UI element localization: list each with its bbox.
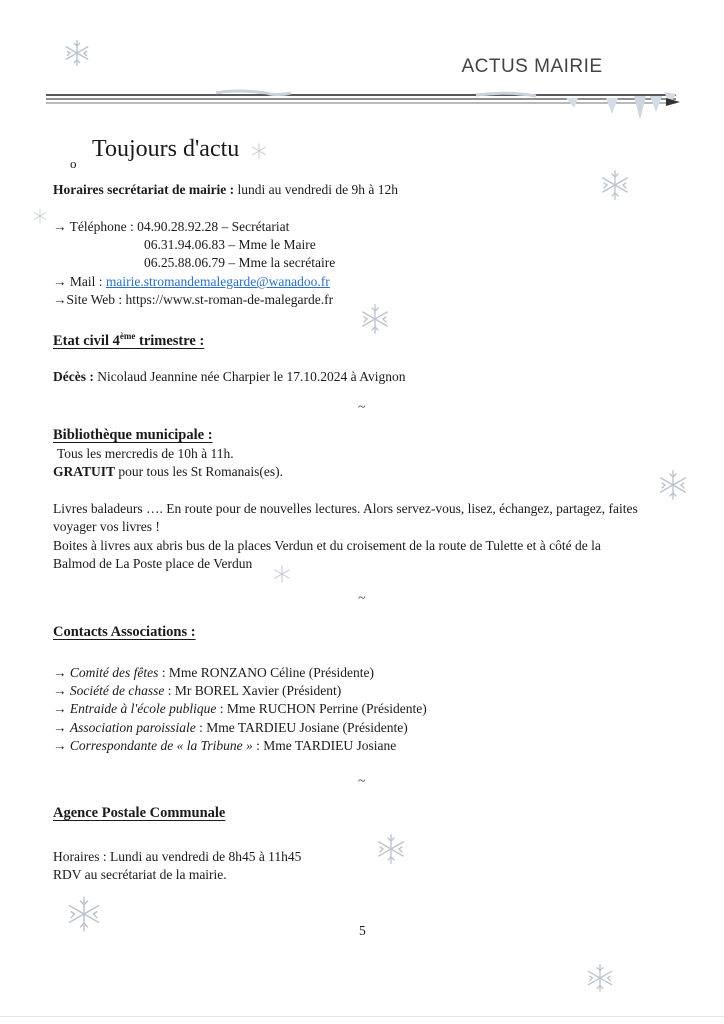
association-person: Mme RONZANO Céline (Présidente) bbox=[168, 665, 374, 680]
telephone-number-1: 04.90.28.92.28 – Secrétariat bbox=[137, 219, 290, 234]
association-separator: : bbox=[164, 683, 175, 698]
agence-heading: Agence Postale Communale bbox=[53, 805, 226, 821]
snowflake-icon bbox=[358, 302, 392, 336]
association-item bbox=[53, 700, 427, 718]
etat-civil-heading bbox=[53, 331, 204, 350]
association-separator: : bbox=[252, 738, 264, 753]
deces-line bbox=[53, 368, 406, 386]
association-item bbox=[53, 682, 341, 700]
gratuit-text: pour tous les St Romanais(es). bbox=[115, 464, 284, 479]
snowflake-icon bbox=[250, 142, 268, 160]
association-person: Mme TARDIEU Josiane bbox=[263, 738, 397, 753]
etat-civil-heading-suffix: trimestre : bbox=[135, 332, 205, 349]
association-item bbox=[53, 737, 396, 755]
snowflake-icon bbox=[598, 168, 632, 202]
snowflake-icon bbox=[656, 468, 690, 502]
boites-livres-line-2: Balmod de La Poste place de Verdun bbox=[53, 556, 253, 571]
mail-link[interactable]: mairie.stromandemalegarde@wanadoo.fr bbox=[105, 274, 330, 289]
mail-line bbox=[53, 273, 330, 291]
section-title: Toujours d'actu bbox=[92, 136, 240, 162]
agence-rdv: RDV au secrétariat de la mairie. bbox=[53, 867, 227, 882]
association-item bbox=[53, 664, 374, 682]
header bbox=[0, 56, 724, 78]
association-separator: : bbox=[216, 701, 227, 716]
gratuit-label: GRATUIT bbox=[53, 464, 116, 479]
association-name: Association paroissiale bbox=[69, 720, 196, 735]
website-line bbox=[53, 291, 333, 309]
telephone-number-3: 06.25.88.06.79 – Mme la secrétaire bbox=[144, 255, 336, 270]
association-name: Correspondante de « la Tribune » bbox=[69, 738, 253, 753]
arrow-icon: → bbox=[53, 720, 70, 735]
telephone-line bbox=[53, 218, 289, 236]
livres-baladeurs-line-2: voyager vos livres ! bbox=[53, 519, 160, 534]
icicle-divider bbox=[46, 84, 682, 124]
association-person: Mr BOREL Xavier (Président) bbox=[174, 683, 342, 698]
snowflake-icon bbox=[64, 894, 104, 934]
arrow-icon: → bbox=[53, 665, 70, 680]
etat-civil-heading-text: Etat civil 4 bbox=[53, 332, 120, 349]
association-separator: : bbox=[158, 665, 169, 680]
section-bullet: o bbox=[70, 156, 77, 171]
snowflake-icon bbox=[272, 564, 292, 584]
telephone-label: → Téléphone : bbox=[53, 219, 138, 234]
horaires-value: lundi au vendredi de 9h à 12h bbox=[234, 182, 399, 197]
snowflake-icon bbox=[32, 208, 48, 224]
page-edge bbox=[0, 1016, 724, 1017]
separator: ~ bbox=[358, 591, 366, 606]
arrow-icon: → bbox=[53, 683, 70, 698]
arrow-icon: → bbox=[53, 701, 70, 716]
page-number: 5 bbox=[359, 923, 366, 938]
association-name: Comité des fêtes bbox=[69, 665, 159, 680]
association-separator: : bbox=[195, 720, 207, 735]
horaires-line bbox=[53, 181, 398, 199]
snowflake-icon bbox=[584, 962, 616, 994]
association-name: Entraide à l'école publique bbox=[69, 701, 217, 716]
association-name: Société de chasse bbox=[69, 683, 165, 698]
bibliotheque-gratuit-line bbox=[53, 463, 283, 481]
boites-livres-line-1: Boites à livres aux abris bus de la places Verdun et du croisement de la route de Tulette et à côté de la bbox=[53, 538, 601, 553]
arrow-icon: → bbox=[53, 738, 70, 753]
bibliotheque-hours: Tous les mercredis de 10h à 11h. bbox=[57, 446, 234, 461]
snowflake-icon bbox=[374, 832, 408, 866]
association-person: Mme TARDIEU Josiane (Présidente) bbox=[206, 720, 408, 735]
associations-heading: Contacts Associations : bbox=[53, 624, 196, 640]
deces-value: Nicolaud Jeannine née Charpier le 17.10.2024 à Avignon bbox=[93, 369, 406, 384]
page-title: ACTUS MAIRIE bbox=[461, 56, 603, 77]
separator: ~ bbox=[358, 400, 366, 415]
bibliotheque-heading: Bibliothèque municipale : bbox=[53, 427, 213, 443]
etat-civil-heading-sup: ème bbox=[119, 331, 136, 341]
livres-baladeurs-line-1: Livres baladeurs …. En route pour de nouvelles lectures. Alors servez-vous, lisez, échangez, partagez, faites bbox=[53, 501, 638, 516]
deces-label: Décès : bbox=[53, 369, 94, 384]
telephone-number-2: 06.31.94.06.83 – Mme le Maire bbox=[144, 237, 316, 252]
mail-label: → Mail : bbox=[53, 274, 106, 289]
association-item bbox=[53, 719, 408, 737]
agence-hours: Horaires : Lundi au vendredi de 8h45 à 11h45 bbox=[53, 849, 302, 864]
association-person: Mme RUCHON Perrine (Présidente) bbox=[226, 701, 427, 716]
website-url: https://www.st-roman-de-malegarde.fr bbox=[125, 292, 334, 307]
website-label: →Site Web : bbox=[53, 292, 126, 307]
separator: ~ bbox=[358, 774, 366, 789]
horaires-label: Horaires secrétariat de mairie : bbox=[53, 182, 235, 197]
